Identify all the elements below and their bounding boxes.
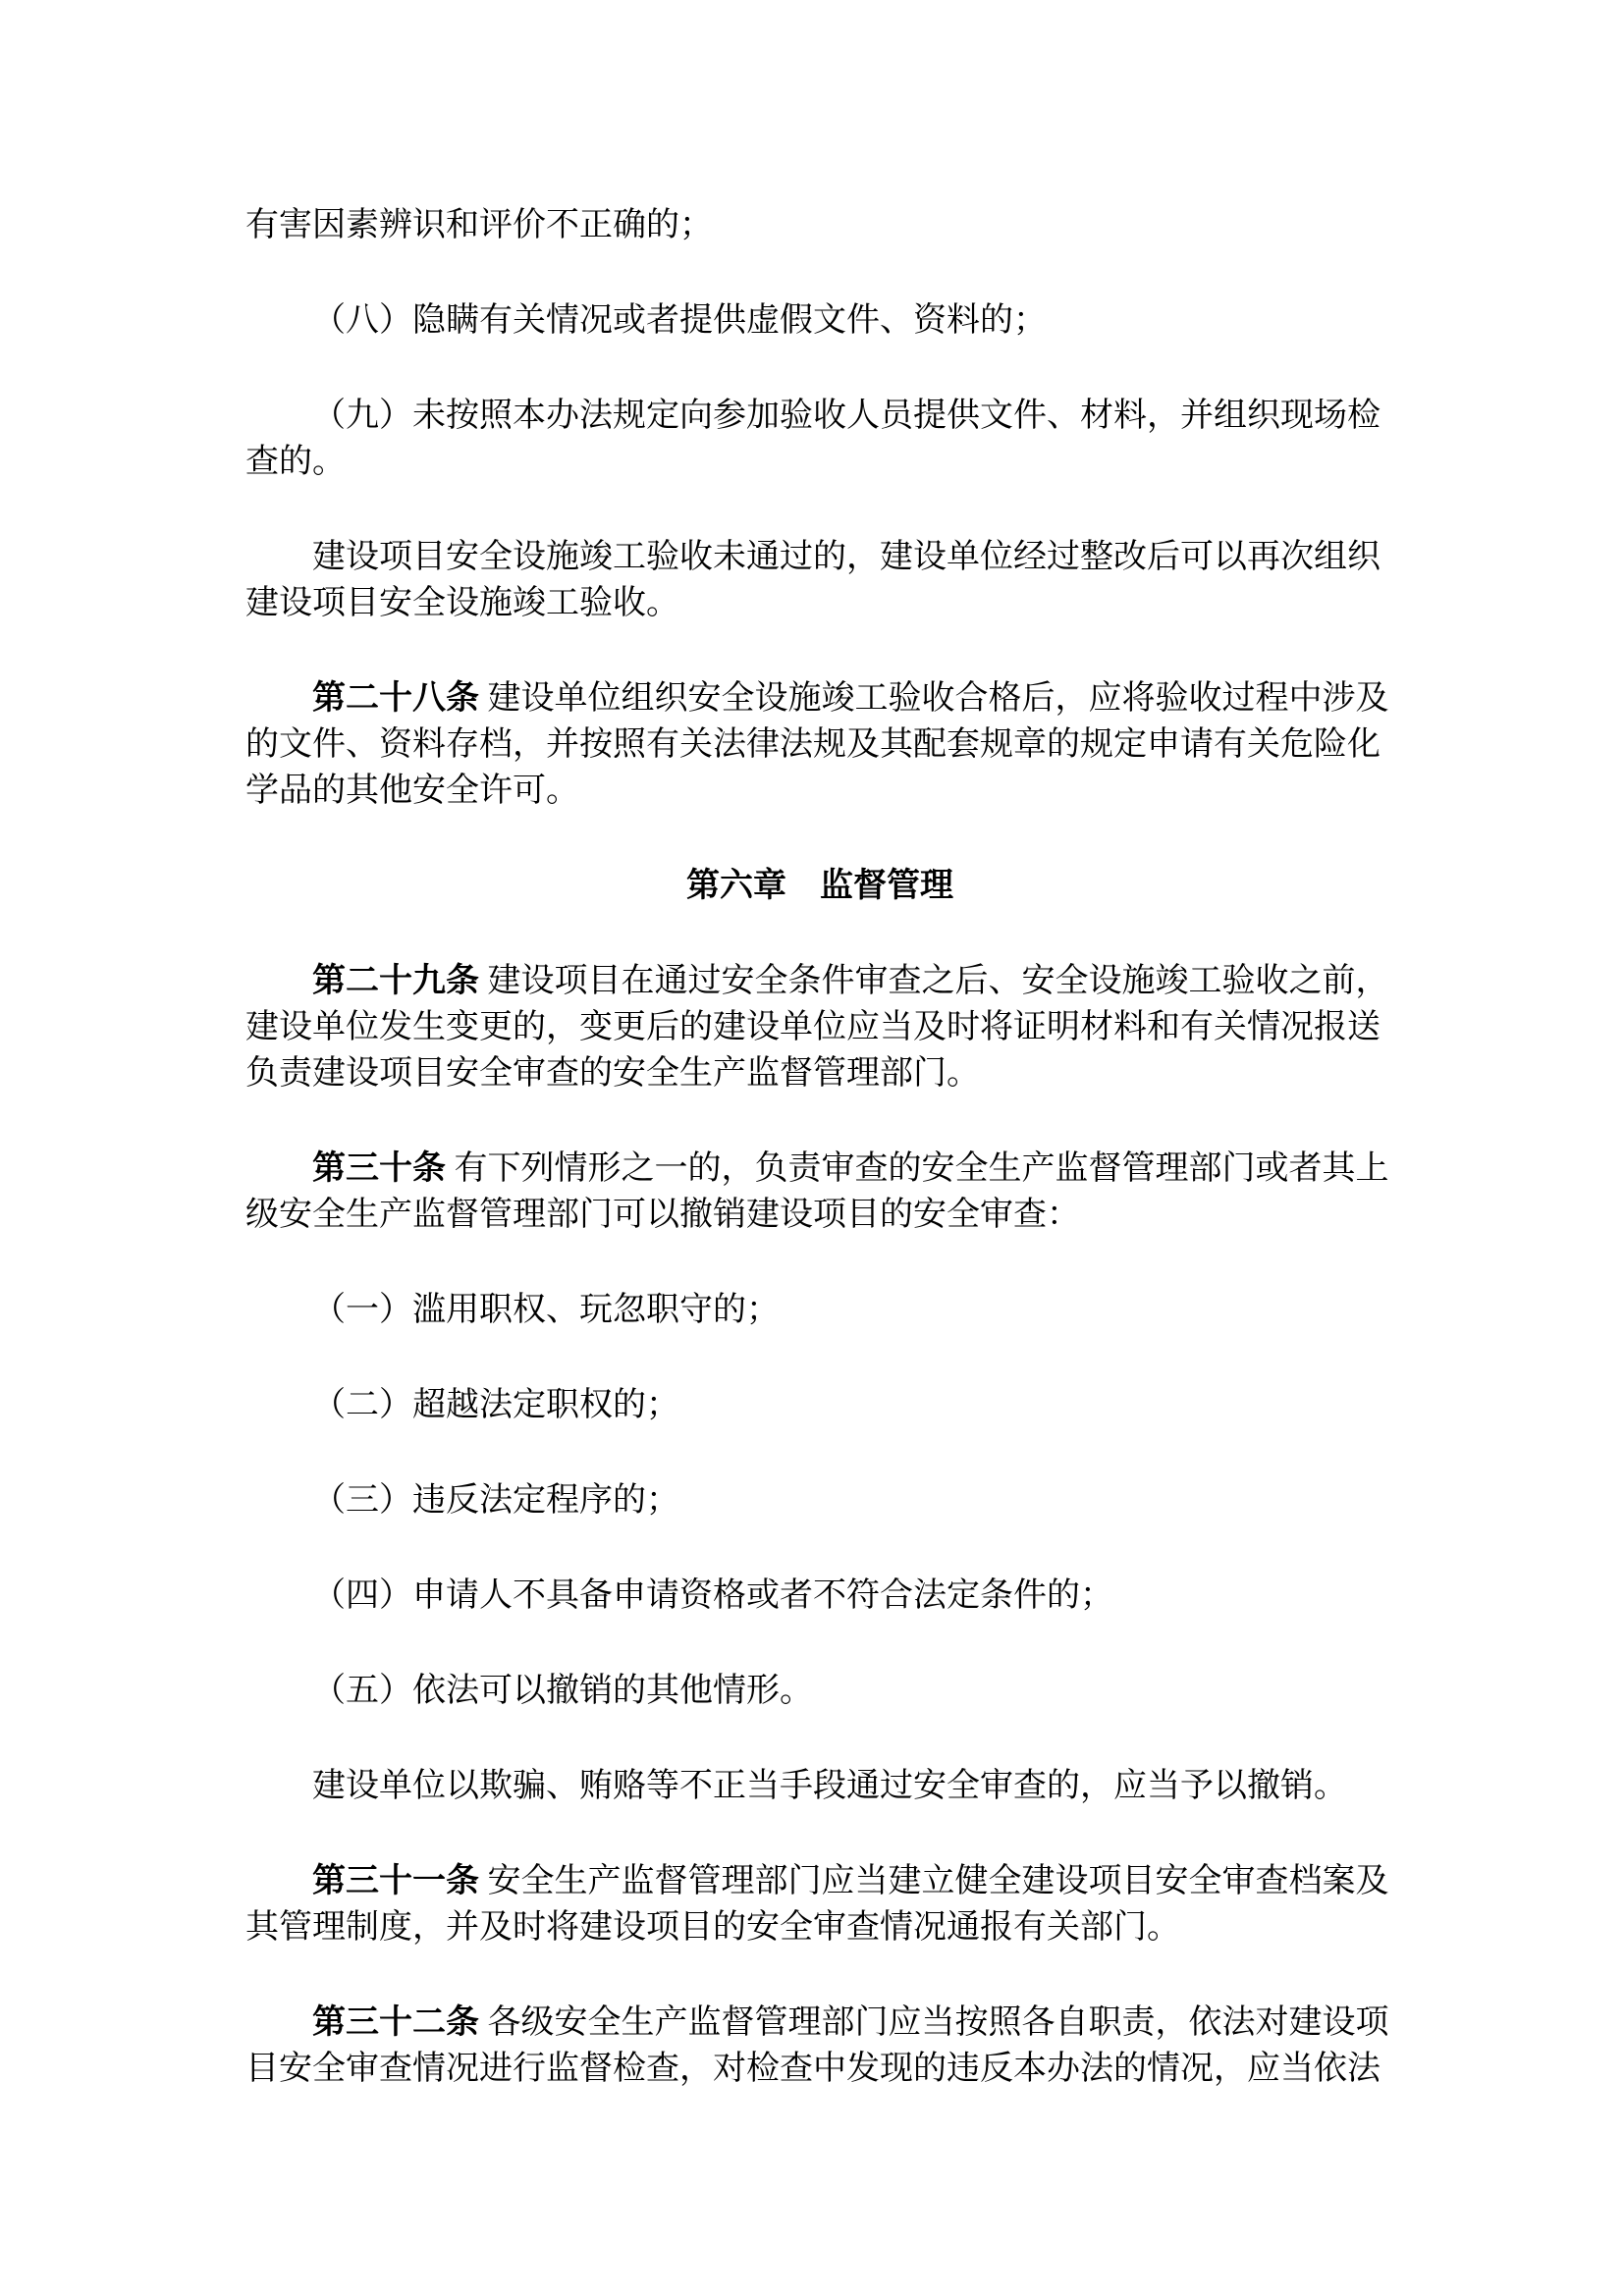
paragraph: 建设项目安全设施竣工验收未通过的，建设单位经过整改后可以再次组织建设项目安全设施竣工验收。	[245, 539, 1380, 621]
list-item-5: （五）依法可以撤销的其他情形。	[312, 1673, 813, 1709]
paragraph: 建设单位以欺骗、贿赂等不正当手段通过安全审查的，应当予以撤销。	[312, 1768, 1347, 1804]
article-text: 建设项目在通过安全条件审查之后、安全设施竣工验收之前，建设单位发生变更的，变更后的建设单位应当及时将证明材料和有关情况报送负责建设项目安全审查的安全生产监督管理部门。	[245, 963, 1389, 1092]
article-number: 第三十二条	[312, 2004, 479, 2041]
article-number: 第二十九条	[312, 963, 479, 999]
list-item-1: （一）滥用职权、玩忽职守的；	[312, 1292, 780, 1328]
paragraph-article-28	[245, 675, 1394, 814]
list-item-4: （四）申请人不具备申请资格或者不符合法定条件的；	[312, 1577, 1113, 1614]
list-item-3: （三）违反法定程序的；	[312, 1482, 679, 1519]
article-text: 建设单位组织安全设施竣工验收合格后，应将验收过程中涉及的文件、资料存档，并按照有关法律法规及其配套规章的规定申请有关危险化学品的其他安全许可。	[245, 680, 1389, 809]
article-number: 第三十条	[312, 1150, 446, 1187]
list-item-8: （八）隐瞒有关情况或者提供虚假文件、资料的；	[312, 302, 1047, 339]
article-text: 安全生产监督管理部门应当建立健全建设项目安全审查档案及其管理制度，并及时将建设项目的安全审查情况通报有关部门。	[245, 1863, 1389, 1946]
paragraph-article-31	[245, 1858, 1394, 1950]
paragraph-article-29	[245, 958, 1394, 1096]
article-text: 有下列情形之一的，负责审查的安全生产监督管理部门或者其上级安全生产监督管理部门可以撤销建设项目的安全审查：	[245, 1150, 1389, 1233]
document-body	[245, 202, 1394, 2141]
list-item-2: （二）超越法定职权的；	[312, 1387, 679, 1423]
list-item-9: （九）未按照本办法规定向参加验收人员提供文件、材料，并组织现场检查的。	[245, 398, 1380, 480]
paragraph-article-32	[245, 2000, 1394, 2092]
paragraph-continuation: 有害因素辨识和评价不正确的；	[245, 207, 713, 243]
article-text: 各级安全生产监督管理部门应当按照各自职责，依法对建设项目安全审查情况进行监督检查，对检查中发现的违反本办法的情况，应当依法	[245, 2004, 1389, 2087]
paragraph-article-30	[245, 1146, 1394, 1238]
article-number: 第三十一条	[312, 1863, 479, 1899]
chapter-heading: 第六章 监督管理	[686, 868, 953, 904]
article-number: 第二十八条	[312, 680, 479, 717]
